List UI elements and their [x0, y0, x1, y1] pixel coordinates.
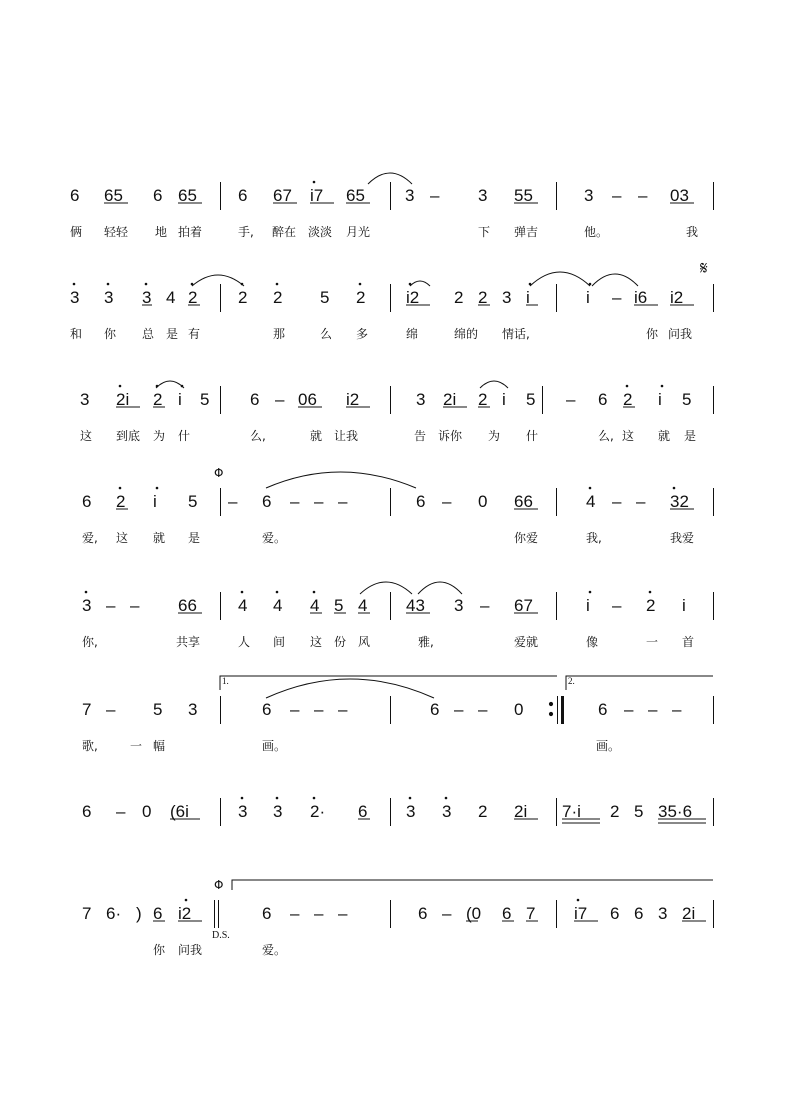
score-row-1	[0, 180, 790, 270]
lyric: 人	[238, 635, 251, 649]
note: i	[586, 596, 590, 615]
note: i7	[310, 186, 324, 205]
lyric: 你	[153, 943, 166, 957]
barline	[556, 284, 557, 312]
note: –	[442, 904, 452, 923]
lyric: 幅	[153, 739, 166, 753]
notes-row-6	[0, 694, 790, 734]
note: (6i	[170, 802, 189, 821]
lyric: 间	[273, 635, 286, 649]
lyric: 问我	[668, 327, 693, 341]
note: –	[566, 390, 576, 409]
note: 4	[310, 596, 320, 615]
note: 66	[514, 492, 533, 511]
note: i2	[406, 288, 420, 307]
note: 3	[454, 596, 464, 615]
lyrics-row-3	[0, 428, 790, 448]
note: –	[314, 904, 324, 923]
note: –	[480, 596, 490, 615]
lyric: 多	[356, 327, 369, 341]
note: 3	[478, 186, 488, 205]
lyric: 问我	[178, 943, 203, 957]
note: –	[638, 186, 648, 205]
note: 3	[584, 186, 594, 205]
note: –	[314, 700, 324, 719]
note: –	[612, 596, 622, 615]
lyric: 就	[153, 531, 166, 545]
note: –	[636, 492, 646, 511]
barline	[390, 592, 391, 620]
note: –	[338, 904, 348, 923]
note: i	[658, 390, 662, 409]
note: 6	[238, 186, 248, 205]
note: 6	[250, 390, 260, 409]
note: 3	[238, 802, 248, 821]
lyric: 这	[80, 429, 93, 443]
note: 5	[153, 700, 163, 719]
lyric: 总	[142, 327, 155, 341]
note: 3	[70, 288, 80, 307]
lyric: 爱,	[82, 531, 98, 545]
note: –	[228, 492, 238, 511]
note: 65	[104, 186, 123, 205]
note: i	[526, 288, 530, 307]
note: 5	[320, 288, 330, 307]
lyric: 轻轻	[104, 225, 129, 239]
coda-sign: Φ	[214, 466, 224, 480]
lyric: 风	[358, 635, 371, 649]
note: 4	[586, 492, 596, 511]
note: 6·	[106, 904, 122, 923]
note: 7	[526, 904, 536, 923]
lyric: 弹吉	[514, 225, 539, 239]
note: 06	[298, 390, 317, 409]
barline	[713, 798, 714, 826]
note: 43	[406, 596, 425, 615]
barline	[713, 488, 714, 516]
note: 67	[273, 186, 292, 205]
note: 6	[598, 700, 608, 719]
score-row-3	[0, 384, 790, 474]
lyric: 这	[622, 429, 635, 443]
note: 2	[188, 288, 198, 307]
lyric: 画。	[596, 739, 621, 753]
barline	[220, 182, 221, 210]
barline	[713, 696, 714, 724]
ending-1-label: 1.	[222, 676, 229, 686]
barline-thick	[561, 696, 564, 724]
note: –	[275, 390, 285, 409]
note: (0	[466, 904, 482, 923]
barline	[556, 182, 557, 210]
note: 3	[273, 802, 283, 821]
lyric: 首	[682, 635, 695, 649]
note: 0	[142, 802, 152, 821]
note: 4	[238, 596, 248, 615]
note: 2	[646, 596, 656, 615]
lyric: 你,	[82, 635, 98, 649]
barline	[220, 386, 221, 414]
note: –	[478, 700, 488, 719]
note: i2	[670, 288, 684, 307]
note: 3	[502, 288, 512, 307]
lyric: 你	[646, 327, 659, 341]
lyric: 共享	[176, 635, 201, 649]
lyrics-row-6	[0, 738, 790, 758]
barline	[390, 696, 391, 724]
note: 2·	[310, 802, 326, 821]
barline	[390, 284, 391, 312]
lyric: 绵	[406, 327, 419, 341]
barline	[220, 284, 221, 312]
lyric: 月光	[346, 225, 371, 239]
note: 2i	[514, 802, 528, 821]
barline	[390, 900, 391, 928]
note: –	[290, 700, 300, 719]
barline	[713, 900, 714, 928]
note: 2	[116, 492, 126, 511]
note: –	[314, 492, 324, 511]
note: i	[153, 492, 157, 511]
note: 6	[502, 904, 512, 923]
barline	[557, 696, 558, 724]
barline	[218, 900, 219, 928]
note: 3	[80, 390, 90, 409]
note: 3	[658, 904, 668, 923]
notes-row-7	[0, 796, 790, 836]
note: 3	[406, 802, 416, 821]
lyric: 份	[334, 635, 347, 649]
lyric: 地	[155, 225, 168, 239]
note: 2	[478, 390, 488, 409]
lyric: 俩	[70, 225, 83, 239]
note: 2	[273, 288, 283, 307]
notes-row-2	[0, 282, 790, 322]
note: 2i	[116, 390, 130, 409]
barline	[713, 284, 714, 312]
note: 65	[346, 186, 365, 205]
note: 6	[262, 904, 272, 923]
lyric: 诉你	[438, 429, 463, 443]
lyric: 为	[153, 429, 166, 443]
lyric: 么,	[250, 429, 266, 443]
lyric: 歌,	[82, 739, 98, 753]
note: 65	[178, 186, 197, 205]
notes-row-5	[0, 590, 790, 630]
note: –	[338, 700, 348, 719]
note: 4	[358, 596, 368, 615]
lyric: 有	[188, 327, 201, 341]
barline	[556, 798, 557, 826]
lyric: 什	[178, 429, 191, 443]
note: 5	[334, 596, 344, 615]
note: 6	[358, 802, 368, 821]
coda-sign: Φ	[214, 878, 224, 892]
note: 3	[442, 802, 452, 821]
note: 67	[514, 596, 533, 615]
barline	[556, 592, 557, 620]
barline	[556, 900, 557, 928]
barline	[220, 592, 221, 620]
note: 7	[82, 904, 92, 923]
lyric: 到底	[116, 429, 141, 443]
lyric: 么,	[598, 429, 614, 443]
note: 6	[82, 492, 92, 511]
note: –	[624, 700, 634, 719]
note: 35·6	[658, 802, 693, 821]
note: 3	[416, 390, 426, 409]
score-row-8	[0, 878, 790, 988]
lyric: 你	[104, 327, 117, 341]
note: 2i	[682, 904, 696, 923]
barline	[542, 386, 543, 414]
barline	[556, 488, 557, 516]
note: 6	[416, 492, 426, 511]
lyrics-row-1	[0, 224, 790, 244]
lyric: 让我	[334, 429, 359, 443]
barline	[220, 798, 221, 826]
note: 6	[70, 186, 80, 205]
lyric: 他。	[584, 225, 609, 239]
barline	[390, 798, 391, 826]
note: 4	[273, 596, 283, 615]
note: 2	[356, 288, 366, 307]
lyric: 拍着	[178, 225, 203, 239]
barline	[713, 386, 714, 414]
lyrics-row-4	[0, 530, 790, 550]
lyric: 一	[130, 739, 143, 753]
note: –	[106, 700, 116, 719]
note: –	[106, 596, 116, 615]
note: 03	[670, 186, 689, 205]
note: –	[290, 492, 300, 511]
lyric: 你爱	[514, 531, 539, 545]
note: –	[648, 700, 658, 719]
lyric: 画。	[262, 739, 287, 753]
lyric: 什	[526, 429, 539, 443]
lyric: 手,	[238, 225, 254, 239]
score-row-7	[0, 796, 790, 886]
lyric: 醉在	[272, 225, 297, 239]
note: 2	[478, 802, 488, 821]
note: 5	[526, 390, 536, 409]
lyric: 我爱	[670, 531, 695, 545]
note: 6	[598, 390, 608, 409]
lyric: 和	[70, 327, 83, 341]
note: 3	[188, 700, 198, 719]
note: –	[454, 700, 464, 719]
note: 5	[188, 492, 198, 511]
note: –	[116, 802, 126, 821]
note: 5	[634, 802, 644, 821]
note: 6	[262, 700, 272, 719]
lyric: 雅,	[418, 635, 434, 649]
note: 2	[623, 390, 633, 409]
note: 5	[682, 390, 692, 409]
barline	[713, 182, 714, 210]
note: 3	[82, 596, 92, 615]
barline	[220, 488, 221, 516]
lyric: 是	[166, 327, 179, 341]
note: 6	[430, 700, 440, 719]
note: –	[612, 492, 622, 511]
note: 6	[82, 802, 92, 821]
lyric: 么	[320, 327, 333, 341]
lyric: 绵的	[454, 327, 479, 341]
note: –	[612, 288, 622, 307]
barline	[390, 182, 391, 210]
note: 3	[405, 186, 415, 205]
note: i	[586, 288, 590, 307]
note: –	[130, 596, 140, 615]
note: –	[338, 492, 348, 511]
note: –	[290, 904, 300, 923]
barline	[390, 386, 391, 414]
lyric: 我	[686, 225, 699, 239]
ds-marking: D.S.	[212, 930, 230, 941]
barline	[220, 696, 221, 724]
lyric: 情话,	[502, 327, 530, 341]
note: 2	[238, 288, 248, 307]
note: i	[178, 390, 182, 409]
lyric: 爱。	[262, 943, 287, 957]
note: 6	[153, 186, 163, 205]
note: 2	[454, 288, 464, 307]
barline	[713, 592, 714, 620]
lyric: 告	[414, 429, 427, 443]
note: 7	[82, 700, 92, 719]
note: 3	[142, 288, 152, 307]
score-row-5	[0, 590, 790, 680]
note: 6	[418, 904, 428, 923]
notes-row-3	[0, 384, 790, 424]
note: –	[430, 186, 440, 205]
note: 6	[262, 492, 272, 511]
lyric: 下	[478, 225, 491, 239]
note: –	[442, 492, 452, 511]
note: 32	[670, 492, 689, 511]
note: 6	[153, 904, 163, 923]
lyric: 是	[684, 429, 697, 443]
note: 55	[514, 186, 533, 205]
notes-row-8	[0, 898, 790, 938]
note: 66	[178, 596, 197, 615]
note: 2	[610, 802, 620, 821]
score-row-4	[0, 466, 790, 576]
note: 7·i	[562, 802, 581, 821]
ending-2-label: 2.	[568, 676, 575, 686]
note: –	[612, 186, 622, 205]
note: i6	[634, 288, 648, 307]
barline	[214, 900, 215, 928]
note: i	[682, 596, 686, 615]
lyric: 淡淡	[308, 225, 333, 239]
lyric: 一	[646, 635, 659, 649]
note: 5	[200, 390, 210, 409]
note: 0	[478, 492, 488, 511]
note: 4	[166, 288, 176, 307]
lyric: 为	[488, 429, 501, 443]
lyrics-row-8	[0, 942, 790, 962]
lyric: 这	[116, 531, 129, 545]
note: 6	[610, 904, 620, 923]
lyric: 就	[310, 429, 323, 443]
note: 2	[478, 288, 488, 307]
lyrics-row-5	[0, 634, 790, 654]
score-row-2	[0, 258, 790, 372]
note: i2	[346, 390, 360, 409]
note: 3	[104, 288, 114, 307]
note: i2	[178, 904, 192, 923]
note: )	[136, 904, 142, 923]
note: 2i	[443, 390, 457, 409]
lyric: 这	[310, 635, 323, 649]
barline	[390, 488, 391, 516]
lyric: 像	[586, 635, 599, 649]
lyric: 爱就	[514, 635, 539, 649]
note: i7	[574, 904, 588, 923]
lyric: 是	[188, 531, 201, 545]
segno-sign: 𝄋	[700, 258, 708, 279]
note: –	[672, 700, 682, 719]
score-row-6	[0, 676, 790, 784]
note: 0	[514, 700, 524, 719]
note: 6	[634, 904, 644, 923]
note: 2	[153, 390, 163, 409]
lyrics-row-2	[0, 326, 790, 346]
lyric: 那	[273, 327, 286, 341]
note: i	[502, 390, 506, 409]
lyric: 我,	[586, 531, 602, 545]
notes-row-1	[0, 180, 790, 220]
lyric: 就	[658, 429, 671, 443]
notes-row-4	[0, 486, 790, 526]
lyric: 爱。	[262, 531, 287, 545]
